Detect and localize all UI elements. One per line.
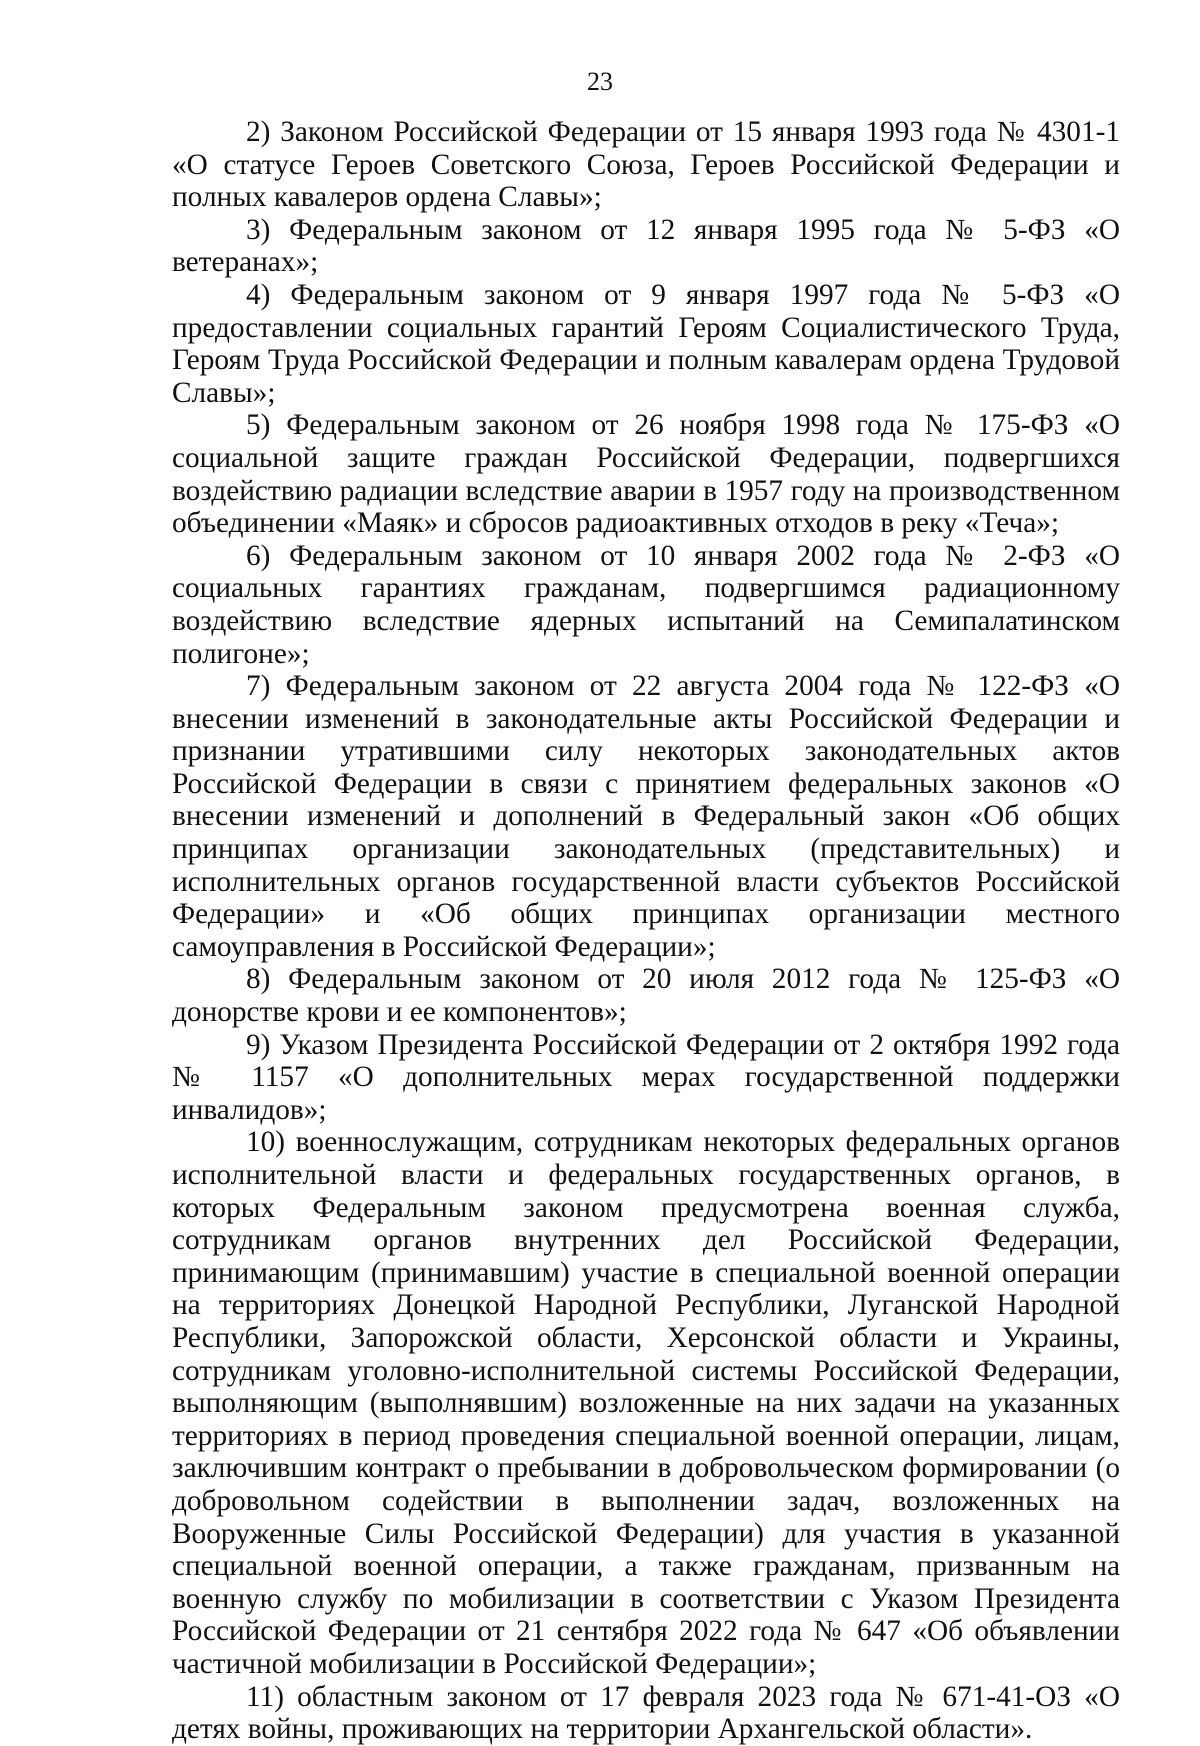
list-item-9: 9) Указом Президента Российской Федерации от 2 октября 1992 года № 1157 «О дополнительных мерах государственной поддержки инвалидов»; (172, 1028, 1120, 1126)
list-item-6: 6) Федеральным законом от 10 января 2002 года № 2-ФЗ «О социальных гарантиях гражданам, подвергшимся радиационному воздействию вследствие ядерных испытаний на Семипалатинском полигоне»; (172, 539, 1120, 670)
document-body (172, 116, 1120, 1746)
list-item-7: 7) Федеральным законом от 22 августа 2004 года № 122-ФЗ «О внесении изменений в законодательные акты Российской Федерации и признании утратившими силу некоторых законодательных актов Российской Федерации в связи с принятием федеральных законов «О внесении изменений и дополнений в Федеральный закон «Об общих принципах организации законодательных (представительных) и исполнительных органов государственной власти субъектов Российской Федерации» и «Об общих принципах организации местного самоуправления в Российской Федерации»; (172, 670, 1120, 963)
list-item-3: 3) Федеральным законом от 12 января 1995 года № 5-ФЗ «О ветеранах»; (172, 213, 1120, 279)
list-item-8: 8) Федеральным законом от 20 июля 2012 года № 125-ФЗ «О донорстве крови и ее компонентов»; (172, 963, 1120, 1029)
list-item-5: 5) Федеральным законом от 26 ноября 1998 года № 175-ФЗ «О социальной защите граждан Российской Федерации, подвергшихся воздействию радиации вследствие аварии в 1957 году на производственном объединении «Маяк» и сбросов радиоактивных отходов в реку «Теча»; (172, 409, 1120, 540)
list-item-4: 4) Федеральным законом от 9 января 1997 года № 5-ФЗ «О предоставлении социальных гарантий Героям Социалистического Труда, Героям Труда Российской Федерации и полным кавалерам ордена Трудовой Славы»; (172, 278, 1120, 409)
list-item-2: 2) Законом Российской Федерации от 15 января 1993 года № 4301-1 «О статусе Героев Советского Союза, Героев Российской Федерации и полных кавалеров ордена Славы»; (172, 116, 1120, 214)
list-item-11: 11) областным законом от 17 февраля 2023 года № 671-41-ОЗ «О детях войны, проживающих на территории Архангельской области». (172, 1680, 1120, 1746)
page-number: 23 (587, 67, 613, 96)
list-item-10: 10) военнослужащим, сотрудникам некоторых федеральных органов исполнительной власти и федеральных государственных органов, в которых Федеральным законом предусмотрена военная служба, сотрудникам органов внутренних дел Российской Федерации, принимающим (принимавшим) участие в специальной военной операции на территориях Донецкой Народной Республики, Луганской Народной Республики, Запорожской области, Херсонской области и Украины, сотрудникам уголовно-исполнительной системы Российской Федерации, выполняющим (выполнявшим) возложенные на них задачи на указанных территориях в период проведения специальной военной операции, лицам, заключившим контракт о пребывании в добровольческом формировании (о добровольном содействии в выполнении задач, возложенных на Вооруженные Силы Российской Федерации) для участия в указанной специальной военной операции, а также гражданам, призванным на военную службу по мобилизации в соответствии с Указом Президента Российской Федерации от 21 сентября 2022 года № 647 «Об объявлении частичной мобилизации в Российской Федерации»; (172, 1126, 1120, 1680)
